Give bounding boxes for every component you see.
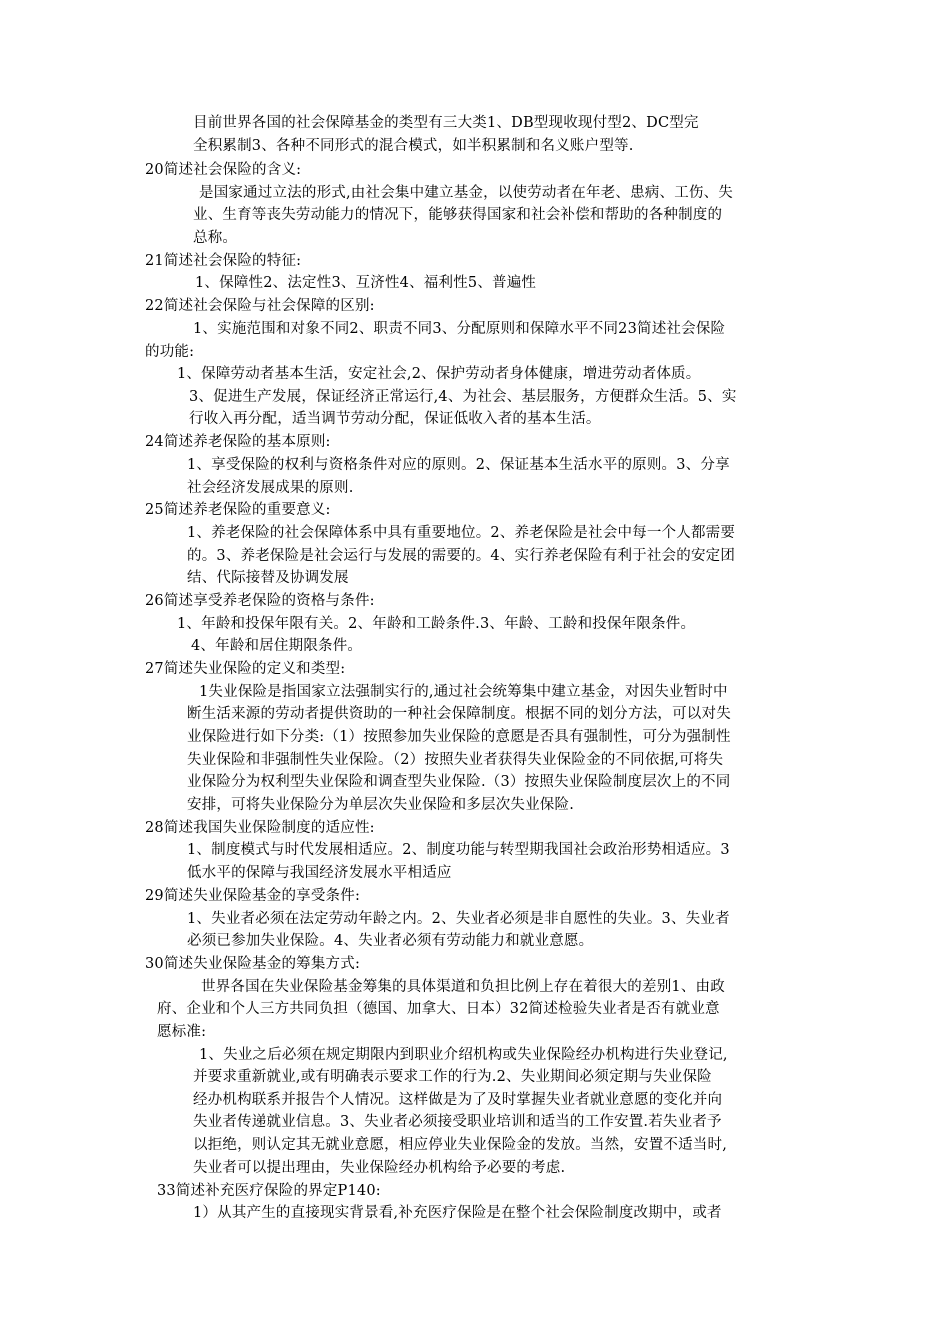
text-line: 1、失业之后必须在规定期限内到职业介绍机构或失业保险经办机构进行失业登记, [199,1047,728,1063]
text-line: 1失业保险是指国家立法强制实行的,通过社会统筹集中建立基金，对因失业暂时中 [199,684,728,700]
text-line: 业保险分为权利型失业保险和调查型失业保险.（3）按照失业保险制度层次上的不同 [187,774,731,790]
text-line: 失业者可以提出理由，失业保险经办机构给予必要的考虑. [193,1160,566,1176]
text-line: 1、实施范围和对象不同2、职责不同3、分配原则和保障水平不同23简述社会保险 [193,321,726,337]
text-line: 1）从其产生的直接现实背景看,补充医疗保险是在整个社会保险制度改期中，或者 [193,1205,722,1221]
text-line: 1、养老保险的社会保障体系中具有重要地位。2、养老保险是社会中每一个人都需要 [187,525,736,541]
text-line: 1、保障劳动者基本生活，安定社会,2、保护劳动者身体健康，增进劳动者体质。 [177,366,701,382]
text-line: 失业者传递就业信息。3、失业者必须接受职业培训和适当的工作安置.若失业者予 [193,1114,722,1130]
text-line: 1、享受保险的权利与资格条件对应的原则。2、保证基本生活水平的原则。3、分享 [187,457,730,473]
text-line: 目前世界各国的社会保障基金的类型有三大类1、DB型现收现付型2、DC型完 [193,115,699,131]
section-heading: 29简述失业保险基金的享受条件: [145,888,361,904]
text-line: 断生活来源的劳动者提供资助的一种社会保障制度。根据不同的划分方法，可以对失 [187,706,731,722]
text-line: 业保险进行如下分类:（1）按照参加失业保险的意愿是否具有强制性，可分为强制性 [187,729,731,745]
section-heading: 27简述失业保险的定义和类型: [145,661,346,677]
text-line: 总称。 [193,230,238,246]
text-line: 是国家通过立法的形式,由社会集中建立基金，以使劳动者在年老、患病、工伤、失 [199,185,734,201]
text-line: 的功能: [145,344,195,360]
section-heading: 30简述失业保险基金的筹集方式: [145,956,361,972]
text-line: 业、生育等丧失劳动能力的情况下，能够获得国家和社会补偿和帮助的各种制度的 [193,207,723,223]
section-heading: 24简述养老保险的基本原则: [145,434,331,450]
text-line: 的。3、养老保险是社会运行与发展的需要的。4、实行养老保险有利于社会的安定团 [187,548,736,564]
section-heading: 21简述社会保险的特征: [145,253,302,269]
text-line: 行收入再分配，适当调节劳动分配，保证低收入者的基本生活。 [189,411,601,427]
text-line: 结、代际接替及协调发展 [187,570,349,586]
section-heading: 33简述补充医疗保险的界定P140: [157,1183,381,1199]
section-heading: 25简述养老保险的重要意义: [145,502,331,518]
section-heading: 26简述享受养老保险的资格与条件: [145,593,375,609]
text-line: 愿标准: [157,1024,207,1040]
text-line: 1、年龄和投保年限有关。2、年龄和工龄条件.3、年龄、工龄和投保年限条件。 [177,616,696,632]
text-line: 1、失业者必须在法定劳动年龄之内。2、失业者必须是非自愿性的失业。3、失业者 [187,911,730,927]
text-line: 低水平的保障与我国经济发展水平相适应 [187,865,452,881]
text-line: 府、企业和个人三方共同负担（德国、加拿大、日本）32简述检验失业者是否有就业意 [157,1001,720,1017]
section-heading: 20简述社会保险的含义: [145,162,302,178]
text-line: 3、促进生产发展，保证经济正常运行,4、为社会、基层服务，方便群众生活。5、实 [189,389,737,405]
text-line: 安排，可将失业保险分为单层次失业保险和多层次失业保险. [187,797,575,813]
text-line: 4、年龄和居住期限条件。 [191,638,363,654]
text-line: 社会经济发展成果的原则. [187,480,354,496]
text-line: 失业保险和非强制性失业保险。（2）按照失业者获得失业保险金的不同依据,可将失 [187,752,724,768]
text-line: 世界各国在失业保险基金筹集的具体渠道和负担比例上存在着很大的差别1、由政 [201,979,725,995]
section-heading: 22简述社会保险与社会保障的区别: [145,298,375,314]
text-line: 并要求重新就业,或有明确表示要求工作的行为.2、失业期间必须定期与失业保险 [193,1069,712,1085]
text-line: 全积累制3、各种不同形式的混合模式，如半积累制和名义账户型等. [193,138,634,154]
text-line: 以拒绝，则认定其无就业意愿，相应停业失业保险金的发放。当然，安置不适当时, [193,1137,728,1153]
text-line: 1、制度模式与时代发展相适应。2、制度功能与转型期我国社会政治形势相适应。3 [187,842,730,858]
text-line: 1、保障性2、法定性3、互济性4、福利性5、普遍性 [195,275,537,291]
text-line: 经办机构联系并报告个人情况。这样做是为了及时掌握失业者就业意愿的变化并向 [193,1092,723,1108]
section-heading: 28简述我国失业保险制度的适应性: [145,820,375,836]
text-line: 必须已参加失业保险。4、失业者必须有劳动能力和就业意愿。 [187,933,594,949]
